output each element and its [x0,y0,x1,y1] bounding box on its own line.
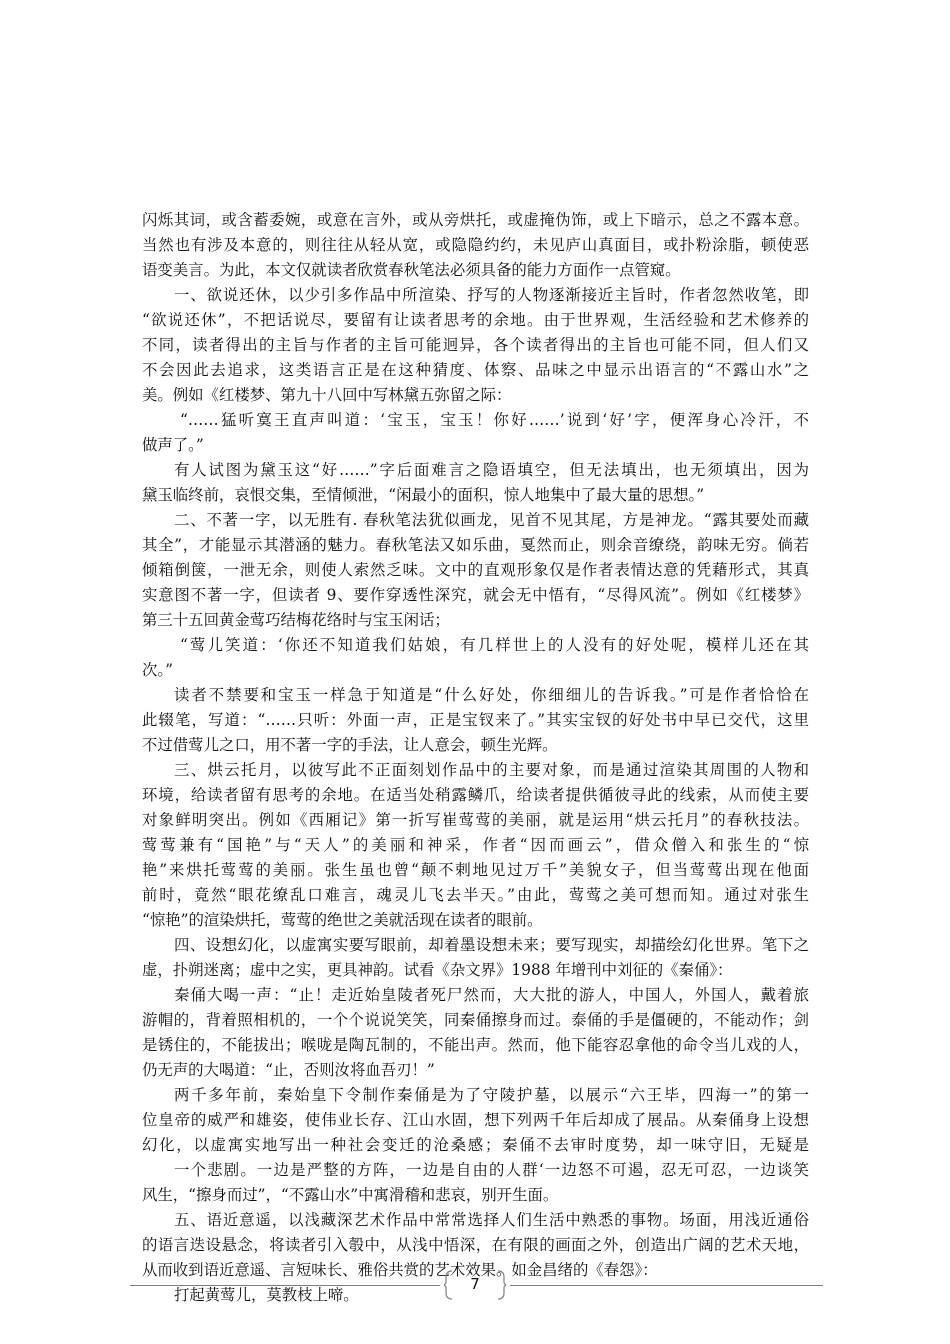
text-line: 从而收到语近意遥、言短味长、雅俗共赏的艺术效果。如金昌绪的《春怨》： [142,1261,658,1279]
text-line: 一个悲剧。一边是严整的方阵，一边是自由的人群‘一边怒不可遏，忍无可忍，一边谈笑 [174,1161,809,1179]
text-line: 仍无声的大喝道：“止，否则汝将血吾刃！” [142,1061,435,1079]
text-line: 不同，读者得出的主旨与作者的主旨可能迥异，各个读者得出的主旨也可能不同，但人们又 [142,336,809,354]
text-line: 对象鲜明突出。例如《西厢记》第一折写崔莺莺的美丽，就是运用“烘云托月”的春秋技法。 [142,811,809,829]
text-line: 做声了。” [142,436,204,454]
text-line: 虚，扑朔迷离；虚中之实，更具神韵。试看《杂文界》1988 年增刊中刘征的《秦俑》： [142,961,733,979]
text-line: 实意图不著一字，但读者 9、要作穿透性深究，就会无中悟有，“尽得风流”。例如《红楼梦》 [142,586,809,604]
text-line: 此辍笔，写道：“……只听：外面一声，正是宝钗来了。”其实宝钗的好处书中早已交代，这里 [142,711,809,729]
text-line: 是锈住的，不能拔出；喉咙是陶瓦制的，不能出声。然而，他下能容忍拿他的命令当儿戏的人， [142,1036,809,1054]
text-line: 幻化，以虚寓实地写出一种社会变迁的沧桑感；秦俑不去审时度势，却一味守旧，无疑是 [142,1136,809,1154]
text-line: 一、欲说还休，以少引多作品中所渲染、抒写的人物逐渐接近主旨时，作者忽然收笔，即 [174,286,809,304]
text-line: 黛玉临终前，哀恨交集，至情倾泄，“闲最小的面积，惊人地集中了最大量的思想。” [142,486,705,504]
text-line: “莺儿笑道：‘你还不知道我们姑娘，有几样世上的人没有的好处呢，模样儿还在其 [180,636,809,654]
text-line: 前时，竟然“眼花缭乱口难言，魂灵儿飞去半天。”由此，莺莺之美可想而知。通过对张生 [142,886,809,904]
text-line: 不过借莺儿之口，用不著一字的手法，让人意会，顿生光辉。 [142,736,558,754]
text-line: 有人试图为黛玉这“好……”字后面难言之隐语填空，但无法填出，也无须填出，因为 [174,461,809,479]
page-number-frame [444,1269,506,1301]
text-line: 第三十五回黄金莺巧结梅花络时与宝玉闲话； [142,611,450,629]
text-line: 四、设想幻化，以虚寓实要写眼前，却着墨设想未来；要写现实，却描绘幻化世界。笔下之 [174,936,809,954]
text-line: 当然也有涉及本意的，则往往从轻从宽，或隐隐约约，未见庐山真面目，或扑粉涂脂，顿使恶 [142,236,809,254]
footer-rule-left [130,1285,440,1286]
text-line: 莺莺兼有“国艳”与“天人”的美丽和神采，作者“因而画云”，借众僧入和张生的“惊 [142,836,809,854]
text-line: 不会因此去追求，这类语言正是在这种猜度、体察、品味之中显示出语言的“不露山水”之 [142,361,809,379]
text-line: 倾箱倒箧，一泄无余，则使人索然乏味。文中的直观形象仅是作者表情达意的凭藉形式，其真 [142,561,809,579]
page-number: 7 [470,1275,480,1293]
footer-rule-right [510,1285,823,1286]
text-line: 位皇帝的威严和雄姿，使伟业长存、江山水固，想下列两千年后却成了展品。从秦俑身上设想 [142,1111,809,1129]
text-line: 读者不禁要和宝玉一样急于知道是“什么好处，你细细儿的告诉我。”可是作者恰恰在 [174,686,809,704]
text-line: 秦俑大喝一声：“止！走近始皇陵者死尸然而，大大批的游人，中国人，外国人，戴着旅 [174,986,809,1004]
text-line: 的语言迭设悬念，将读者引入彀中，从浅中悟深，在有限的画面之外，创造出广阔的艺术天地， [142,1236,809,1254]
text-line: 风生，“擦身而过”，“不露山水”中寓滑稽和悲哀，别开生面。 [142,1186,559,1204]
text-line: 闪烁其词，或含蓄委婉，或意在言外，或从旁烘托，或虚掩伪饰，或上下暗示，总之不露本意。 [142,211,809,229]
text-line: 三、烘云托月，以彼写此不正面刻划作品中的主要对象，而是通过渲染其周围的人物和 [174,761,809,779]
text-line: 语变美言。为此，本文仅就读者欣赏春秋笔法必须具备的能力方面作一点管窥。 [142,261,681,279]
text-line: 其全”，才能显示其潜涵的魅力。春秋笔法又如乐曲，戛然而止，则余音缭绕，韵味无穷。倘若 [142,536,809,554]
text-line: 打起黄莺儿，莫教枝上啼。 [174,1286,359,1304]
text-line: 五、语近意遥，以浅藏深艺术作品中常常选择人们生活中熟悉的事物。场面，用浅近通俗 [174,1211,809,1229]
text-line: 两千多年前，秦始皇下令制作秦俑是为了守陵护墓，以展示“六王毕，四海一”的第一 [174,1086,809,1104]
text-line: 次。” [142,661,173,679]
text-line: “惊艳”的渲染烘托，莺莺的绝世之美就活现在读者的眼前。 [142,911,543,929]
text-line: 艳”来烘托莺莺的美丽。张生虽也曾“颠不剌地见过万千”美貌女子，但当莺莺出现在他面 [142,861,809,879]
text-line: 美。例如《红楼梦、第九十八回中写林黛五弥留之际： [142,386,512,404]
text-line: 环境，给读者留有思考的余地。在适当处稍露鳞爪，给读者提供循彼寻此的线索，从而使主要 [142,786,809,804]
text-line: “欲说还休”，不把话说尽，要留有让读者思考的余地。由于世界观，生活经验和艺术修养的 [142,311,809,329]
text-line: 游帽的，背着照相机的，一个个说说笑笑，同秦俑擦身而过。泰俑的手是僵硬的，不能动作；剑 [142,1011,809,1029]
text-line: 二、不著一字，以无胜有. 春秋笔法犹似画龙，见首不见其尾，方是神龙。“露其要处而藏 [174,511,809,529]
text-line: “……猛听寞王直声叫道：‘宝玉，宝玉！你好……’说到‘好’字，便浑身心冷汗，不 [180,411,809,429]
